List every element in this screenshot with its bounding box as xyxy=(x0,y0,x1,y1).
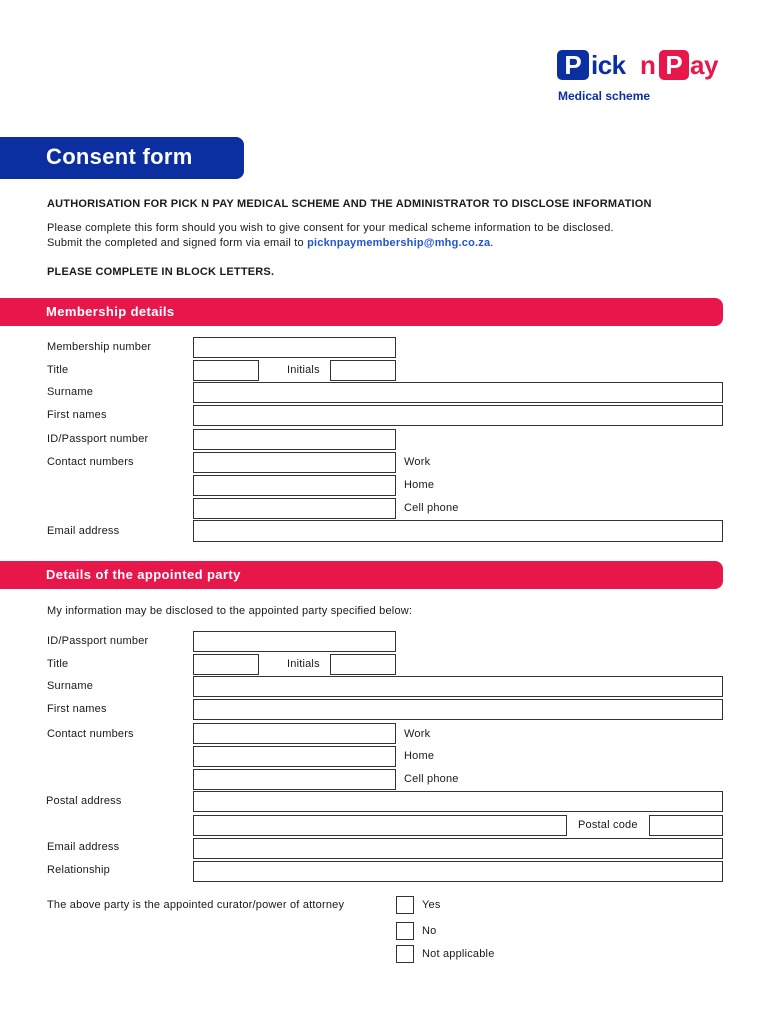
curator-no-label: No xyxy=(422,925,437,937)
appointed-first-names-input[interactable] xyxy=(193,699,723,720)
appointed-surname-label: Surname xyxy=(47,680,94,692)
appointed-postal-code-input[interactable] xyxy=(649,815,723,836)
logo-text-n: n xyxy=(640,50,656,80)
appointed-initials-label: Initials xyxy=(287,658,320,670)
membership-number-label: Membership number xyxy=(47,341,152,353)
curator-not-applicable-checkbox[interactable] xyxy=(396,945,414,963)
logo-letter-p-pink: P xyxy=(659,50,689,80)
appointed-relationship-label: Relationship xyxy=(47,864,110,876)
page-title: Consent form xyxy=(46,144,193,169)
curator-not-applicable-label: Not applicable xyxy=(422,948,495,960)
appointed-home-label: Home xyxy=(404,750,435,762)
member-work-label: Work xyxy=(404,456,431,468)
appointed-id-passport-label: ID/Passport number xyxy=(47,635,149,647)
member-cell-phone-input[interactable] xyxy=(193,498,396,519)
appointed-postal-code-label: Postal code xyxy=(578,819,638,831)
appointed-intro-text: My information may be disclosed to the appointed party specified below: xyxy=(47,605,413,617)
curator-yes-label: Yes xyxy=(422,899,441,911)
member-initials-input[interactable] xyxy=(330,360,396,381)
appointed-surname-input[interactable] xyxy=(193,676,723,697)
appointed-relationship-input[interactable] xyxy=(193,861,723,882)
block-letters-note: PLEASE COMPLETE IN BLOCK LETTERS. xyxy=(47,266,275,278)
intro-line-1: Please complete this form should you wish to give consent for your medical scheme information to be disclosed. xyxy=(47,222,614,234)
appointed-first-names-label: First names xyxy=(47,703,107,715)
appointed-postal-address-line1-input[interactable] xyxy=(193,791,723,812)
appointed-title-input[interactable] xyxy=(193,654,259,675)
appointed-email-input[interactable] xyxy=(193,838,723,859)
member-work-phone-input[interactable] xyxy=(193,452,396,473)
membership-section-title: Membership details xyxy=(46,304,175,319)
member-surname-input[interactable] xyxy=(193,382,723,403)
appointed-email-label: Email address xyxy=(47,841,120,853)
appointed-cell-phone-input[interactable] xyxy=(193,769,396,790)
curator-no-checkbox[interactable] xyxy=(396,922,414,940)
authorisation-heading: AUTHORISATION FOR PICK N PAY MEDICAL SCHEME AND THE ADMINISTRATOR TO DISCLOSE INFORMATION xyxy=(47,198,652,210)
appointed-work-phone-input[interactable] xyxy=(193,723,396,744)
intro-line-2-suffix: . xyxy=(490,237,494,249)
member-id-passport-input[interactable] xyxy=(193,429,396,450)
member-initials-label: Initials xyxy=(287,364,320,376)
member-cell-label: Cell phone xyxy=(404,502,459,514)
member-contact-numbers-label: Contact numbers xyxy=(47,456,134,468)
title-banner xyxy=(0,137,244,179)
intro-line-2 xyxy=(47,237,494,249)
appointed-section-header xyxy=(0,561,723,589)
pick-n-pay-logo xyxy=(557,49,727,83)
appointed-section-title: Details of the appointed party xyxy=(46,567,241,582)
logo-text-ay: ay xyxy=(690,50,718,80)
intro-line-2-prefix: Submit the completed and signed form via email to xyxy=(47,237,308,249)
appointed-work-label: Work xyxy=(404,728,431,740)
member-title-label: Title xyxy=(47,364,69,376)
member-email-label: Email address xyxy=(47,525,120,537)
appointed-cell-label: Cell phone xyxy=(404,773,459,785)
submission-email-link[interactable]: picknpaymembership@mhg.co.za xyxy=(307,237,491,249)
appointed-home-phone-input[interactable] xyxy=(193,746,396,767)
member-first-names-input[interactable] xyxy=(193,405,723,426)
curator-yes-checkbox[interactable] xyxy=(396,896,414,914)
member-first-names-label: First names xyxy=(47,409,107,421)
member-title-input[interactable] xyxy=(193,360,259,381)
appointed-contact-numbers-label: Contact numbers xyxy=(47,728,134,740)
membership-section-header xyxy=(0,298,723,326)
appointed-id-passport-input[interactable] xyxy=(193,631,396,652)
appointed-title-label: Title xyxy=(47,658,69,670)
membership-number-input[interactable] xyxy=(193,337,396,358)
member-home-phone-input[interactable] xyxy=(193,475,396,496)
member-email-input[interactable] xyxy=(193,520,723,542)
member-surname-label: Surname xyxy=(47,386,94,398)
member-id-passport-label: ID/Passport number xyxy=(47,433,149,445)
member-home-label: Home xyxy=(404,479,435,491)
curator-question-label: The above party is the appointed curator/power of attorney xyxy=(47,899,345,911)
logo-text-ick: ick xyxy=(591,50,626,80)
appointed-postal-address-label: Postal address xyxy=(46,795,122,807)
subbrand-label: Medical scheme xyxy=(558,89,651,103)
appointed-postal-address-line2-input[interactable] xyxy=(193,815,567,836)
appointed-initials-input[interactable] xyxy=(330,654,396,675)
logo-letter-p-blue: P xyxy=(557,50,589,80)
